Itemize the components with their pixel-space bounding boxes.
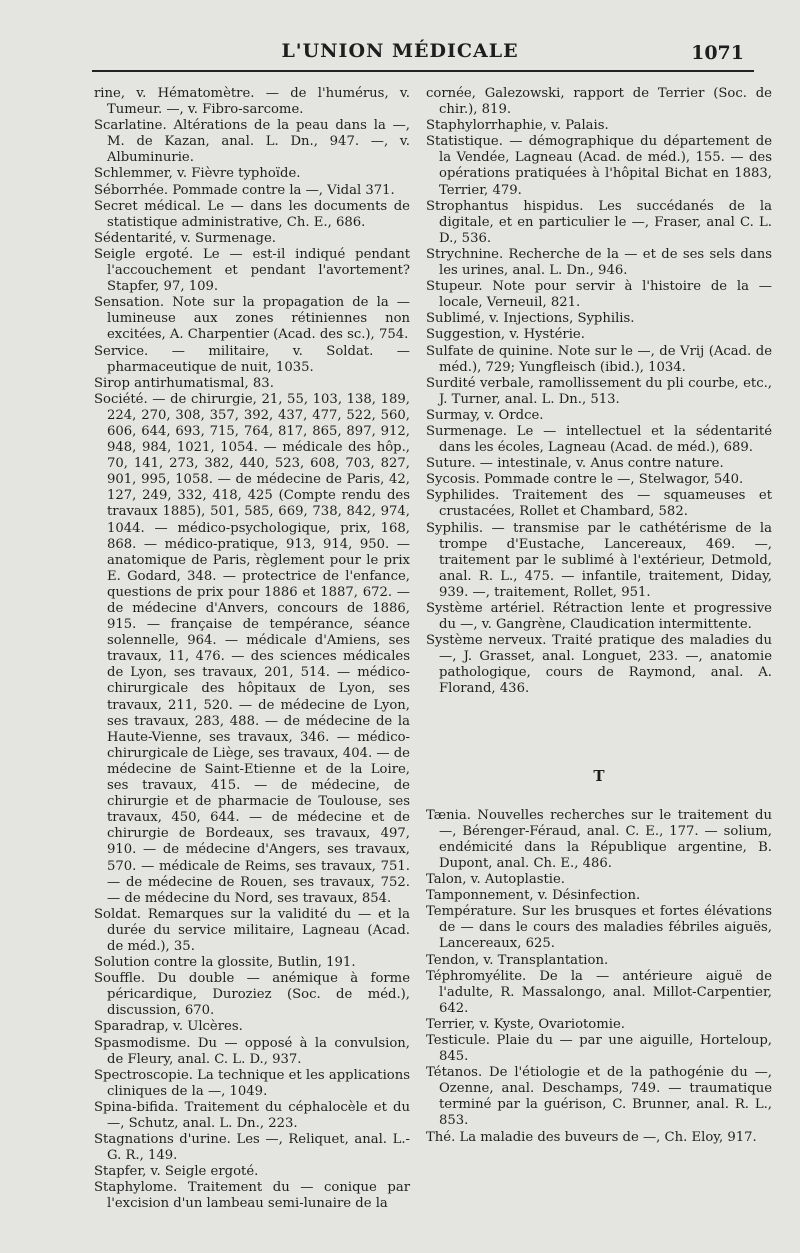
index-entry: Surdité verbale, ramollissement du pli courbe, etc., J. Turner, anal. L. Dn., 513. bbox=[426, 375, 772, 407]
index-entry: Terrier, v. Kyste, Ovariotomie. bbox=[426, 1016, 625, 1032]
index-entry: Suture. — intestinale, v. Anus contre nature. bbox=[426, 456, 724, 472]
index-entry: Tendon, v. Transplantation. bbox=[426, 952, 609, 968]
index-entry: Staphylome. Traitement du — conique par l'excision d'un lambeau semi-lunaire de la bbox=[94, 1180, 410, 1212]
left-column bbox=[94, 86, 410, 1213]
index-entry: Stapfer, v. Seigle ergoté. bbox=[94, 1164, 259, 1180]
index-entry: Téphromyélite. De la — antérieure aiguë de l'adulte, R. Massalongo, anal. Millot-Carpentier, 642. bbox=[426, 968, 772, 1016]
index-entry: Strychnine. Recherche de la — et de ses sels dans les urines, anal. L. Dn., 946. bbox=[426, 246, 772, 279]
index-entry: Talon, v. Autoplastie. bbox=[426, 872, 565, 888]
index-entry: Sensation. Note sur la propagation de la — lumineuse aux zones rétiniennes non excitées, A. Charpentier (Acad. des sc.), 754. bbox=[94, 295, 410, 343]
index-entry: Scarlatine. Altérations de la peau dans la —, M. de Kazan, anal. L. Dn., 947. —, v. Albuminurie. bbox=[94, 118, 410, 166]
index-entry: Secret médical. Le — dans les documents de statistique administrative, Ch. E., 686. bbox=[94, 198, 410, 230]
running-header bbox=[0, 38, 800, 78]
section-letter: T bbox=[593, 766, 605, 785]
index-entry: Tænia. Nouvelles recherches sur le traitement du —, Bérenger-Féraud, anal. C. E., 177. — solium, endémicité dans la République argentine, B. Dupont, anal. Ch. E., 486. bbox=[426, 807, 772, 871]
index-entry: Société. — de chirurgie, 21, 55, 103, 138, 189, 224, 270, 308, 357, 392, 437, 477, 522, 560, 606, 644, 693, 715, 764, 817, 865, 897, 912, 948, 984, 1021, 1054. — médicale des hôp., 70, 141, 273, 382, 440, 523, 608, 703, 827, 901, 995, 1058. — de médecine de Paris, 42, 127, 249, 332, 418, 425 (Compte rendu des travaux 1885), 501, 585, 669, 738, 842, 974, 1044. — médico-psychologique, prix, 168, 868. — médico-pratique, 913, 914, 950. — anatomique de Paris, règlement pour le prix E. Godard, 348. — protectrice de l'enfance, questions de prix pour 1886 et 1887, 672. — de médecine d'Anvers, concours de 1886, 915. — française de tempérance, séance solennelle, 964. — médicale d'Amiens, ses travaux, 11, 476. — des sciences médicales de Lyon, ses travaux, 201, 514. — médico-chirurgicale des hôpitaux de Lyon, ses travaux, 211, 520. — de médecine de Lyon, ses travaux, 283, 488. — de médecine de la Haute-Vienne, ses travaux, 346. — médico-chirurgicale de Liège, ses travaux, 404. — de médecine de Saint-Etienne et de la Loire, ses travaux, 415. — de médecine, de chirurgie et de pharmacie de Toulouse, ses travaux, 450, 644. — de médecine et de chirurgie de Bordeaux, ses travaux, 497, 910. — de médecine d'Angers, ses travaux, 570. — médicale de Reims, ses travaux, 751. — de médecine de Rouen, ses travaux, 752. — de médecine du Nord, ses travaux, 854. bbox=[94, 391, 410, 906]
header-rule bbox=[92, 70, 754, 72]
index-entry: Tétanos. De l'étiologie et de la pathogénie du —, Ozenne, anal. Deschamps, 749. — traumatique terminé par la guérison, C. Brunner, anal. R. L., 853. bbox=[426, 1065, 772, 1129]
index-entry: Stagnations d'urine. Les —, Reliquet, anal. L.-G. R., 149. bbox=[94, 1132, 410, 1164]
index-entry: Seigle ergoté. Le — est-il indiqué pendant l'accouchement et pendant l'avortement? Stapfer, 97, 109. bbox=[94, 246, 410, 295]
index-entry: cornée, Galezowski, rapport de Terrier (Soc. de chir.), 819. bbox=[426, 86, 772, 118]
index-entry: Sublimé, v. Injections, Syphilis. bbox=[426, 311, 635, 327]
index-entry: Sulfate de quinine. Note sur le —, de Vrij (Acad. de méd.), 729; Yungfleisch (ibid.), 1034. bbox=[426, 343, 772, 375]
page-number: 1071 bbox=[691, 42, 744, 64]
index-entry: Stupeur. Note pour servir à l'histoire de la — locale, Verneuil, 821. bbox=[426, 279, 772, 311]
index-entry: Staphylorrhaphie, v. Palais. bbox=[426, 118, 609, 134]
index-entry: Système artériel. Rétraction lente et progressive du —, v. Gangrène, Claudication intermittente. bbox=[426, 601, 772, 633]
index-entry: Suggestion, v. Hystérie. bbox=[426, 327, 585, 343]
index-entry: Strophantus hispidus. Les succédanés de la digitale, et en particulier le —, Fraser, anal C. L. D., 536. bbox=[426, 198, 772, 246]
index-entry: Sédentarité, v. Surmenage. bbox=[94, 230, 276, 246]
index-entry: Spina-bifida. Traitement du céphalocèle et du —, Schutz, anal. L. Dn., 223. bbox=[94, 1099, 410, 1131]
index-entry: Sycosis. Pommade contre le —, Stelwagor, 540. bbox=[426, 472, 744, 488]
index-entry: Syphilis. — transmise par le cathétérisme de la trompe d'Eustache, Lancereaux, 469. —, traitement par le sublimé à l'extérieur, Detmold, anal. R. L., 475. — infantile, traitement, Diday, 939. —, traitement, Rollet, 951. bbox=[426, 520, 772, 600]
index-entry: Souffle. Du double — anémique à forme péricardique, Duroziez (Soc. de méd.), discussion, 670. bbox=[94, 971, 410, 1019]
index-entry: Thé. La maladie des buveurs de —, Ch. Eloy, 917. bbox=[426, 1129, 757, 1145]
index-entry: rine, v. Hématomètre. — de l'humérus, v. Tumeur. —, v. Fibro-sarcome. bbox=[94, 86, 410, 118]
index-entry: Surmenage. Le — intellectuel et la sédentarité dans les écoles, Lagneau (Acad. de méd.), 689. bbox=[426, 423, 772, 456]
index-entry: Spasmodisme. Du — opposé à la convulsion, de Fleury, anal. C. L. D., 937. bbox=[94, 1035, 410, 1067]
index-entry: Schlemmer, v. Fièvre typhoïde. bbox=[94, 166, 301, 182]
index-entry: Syphilides. Traitement des — squameuses et crustacées, Rollet et Chambard, 582. bbox=[426, 488, 772, 520]
index-entry: Service. — militaire, v. Soldat. — pharmaceutique de nuit, 1035. bbox=[94, 343, 410, 375]
index-entry: Système nerveux. Traité pratique des maladies du —, J. Grasset, anal. Longuet, 233. —, anatomie pathologique, cours de Raymond, anal. A. Florand, 436. bbox=[426, 633, 772, 697]
index-entry: Surmay, v. Ordce. bbox=[426, 407, 544, 423]
journal-title: L'UNION MÉDICALE bbox=[281, 40, 519, 62]
index-entry: Température. Sur les brusques et fortes élévations de — dans le cours des maladies fébriles aiguës, Lancereaux, 625. bbox=[426, 904, 772, 952]
index-entry: Solution contre la glossite, Butlin, 191. bbox=[94, 955, 356, 971]
index-entry: Spectroscopie. La technique et les applications cliniques de la —, 1049. bbox=[94, 1067, 411, 1099]
index-entry: Soldat. Remarques sur la validité du — et la durée du service militaire, Lagneau (Acad. de méd.), 35. bbox=[94, 906, 410, 954]
right-column bbox=[426, 86, 772, 1146]
index-entry: Tamponnement, v. Désinfection. bbox=[426, 888, 641, 904]
index-entry: Sparadrap, v. Ulcères. bbox=[94, 1019, 243, 1035]
index-entry: Sirop antirhumatismal, 83. bbox=[94, 375, 274, 391]
index-entry: Séborrhée. Pommade contre la —, Vidal 371. bbox=[94, 182, 395, 198]
index-entry: Statistique. — démographique du département de la Vendée, Lagneau (Acad. de méd.), 155. — des opérations pratiquées à l'hôpital Bichat en 1883, Terrier, 479. bbox=[426, 134, 772, 198]
index-entry: Testicule. Plaie du — par une aiguille, Horteloup, 845. bbox=[426, 1032, 772, 1065]
